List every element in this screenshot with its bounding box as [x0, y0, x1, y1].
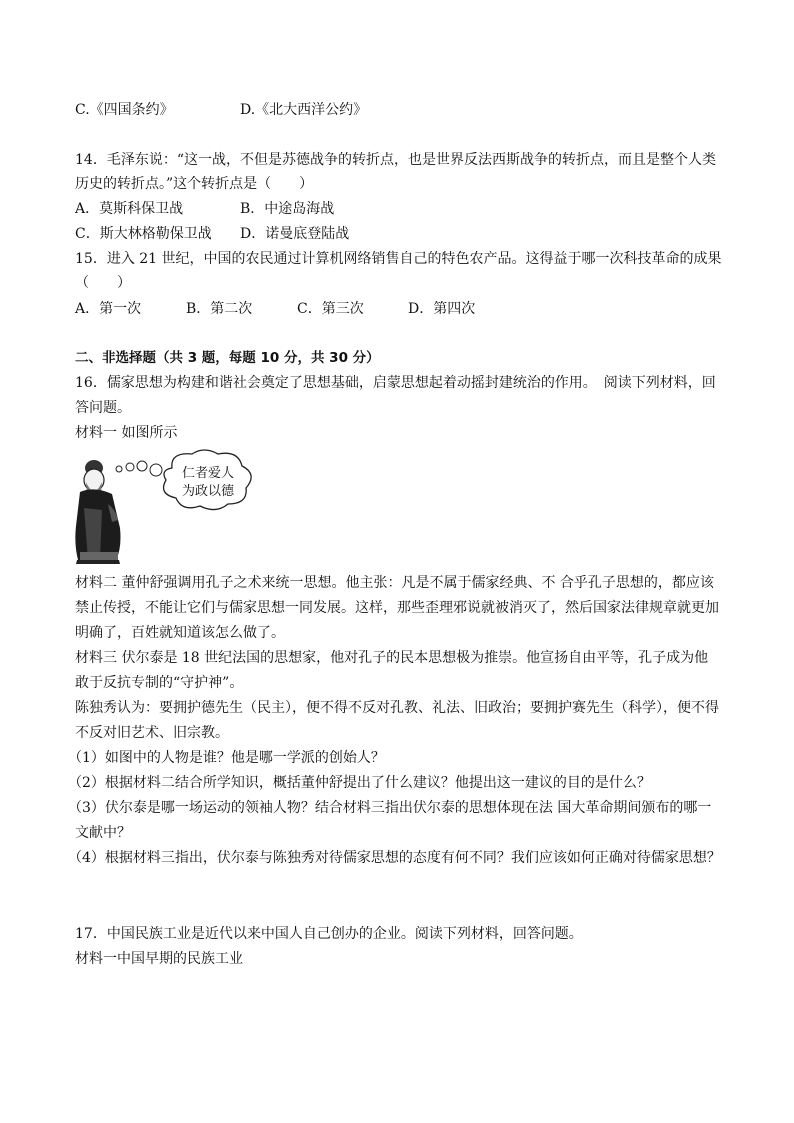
section-heading: 二、非选择题（共 3 题，每题 10 分，共 30 分） [75, 350, 380, 366]
q15-option-a: A．第一次 [75, 301, 142, 317]
q16-intro-line1: 16．儒家思想为构建和谐社会奠定了思想基础，启蒙思想起着动摇封建统治的作用。 阅读下列材料，回 [75, 375, 716, 391]
q14-option-c: C．斯大林格勒保卫战 [75, 226, 212, 242]
bubble-text-line1: 仁者爱人 [181, 466, 235, 481]
q15-option-b: B．第二次 [186, 301, 253, 317]
q16-material1-label: 材料一 如图所示 [75, 425, 178, 441]
confucius-illustration [72, 448, 262, 566]
q16-material2-line1: 材料二 董仲舒强调用孔子之术来统一思想。他主张：凡是不属于儒家经典、不 合乎孔子思想的，都应该 [75, 575, 714, 591]
q15-option-d: D．第四次 [408, 301, 476, 317]
confucius-figure-icon [75, 460, 120, 564]
q13-option-c: C.《四国条约》 [75, 102, 174, 118]
q13-option-d: D.《北大西洋公约》 [240, 102, 368, 118]
q15-stem-line2: （ ） [75, 275, 131, 291]
q16-chen-line2: 不反对旧艺术、旧宗教。 [75, 725, 229, 741]
q15-option-c: C．第三次 [297, 301, 364, 317]
q16-material3-line2: 敢于反抗专制的“守护神”。 [75, 675, 244, 691]
q14-stem-line1: 14．毛泽东说：“这一战，不但是苏德战争的转折点，也是世界反法西斯战争的转折点，而且是整个人类 [75, 152, 716, 168]
q14-stem-line2: 历史的转折点。”这个转折点是（ ） [75, 176, 314, 192]
bubble-text-line2: 为政以德 [181, 484, 235, 499]
q14-option-d: D．诺曼底登陆战 [240, 226, 350, 242]
q17-material1-label: 材料一中国早期的民族工业 [75, 951, 243, 967]
q14-option-a: A．莫斯科保卫战 [75, 201, 184, 217]
q16-sub-question-4: （4）根据材料三指出，伏尔泰与陈独秀对待儒家思想的态度有何不同？我们应该如何正确对待儒家思想？ [68, 850, 721, 866]
q17-intro: 17．中国民族工业是近代以来中国人自己创办的企业。阅读下列材料，回答问题。 [75, 926, 583, 942]
q16-sub-question-3-line2: 文献中？ [75, 825, 131, 841]
q16-material2-line3: 明确了，百姓就知道该怎么做了。 [75, 625, 285, 641]
q16-sub-question-2: （2）根据材料二结合所学知识，概括董仲舒提出了什么建议？他提出这一建议的目的是什么？ [68, 775, 651, 791]
q16-intro-line2: 答问题。 [75, 400, 131, 416]
q16-material3-line1: 材料三 伏尔泰是 18 世纪法国的思想家，他对孔子的民本思想极为推崇。他宣扬自由平等，孔子成为他 [75, 650, 709, 666]
q14-option-b: B．中途岛海战 [240, 201, 335, 217]
q16-chen-line1: 陈独秀认为：要拥护德先生（民主），便不得不反对孔教、礼法、旧政治；要拥护赛先生（科学），便不得 [75, 700, 719, 716]
q16-sub-question-1: （1）如图中的人物是谁？他是哪一学派的创始人？ [68, 750, 385, 766]
q16-material2-line2: 禁止传授，不能让它们与儒家思想一同发展。这样，那些歪理邪说就被消灭了，然后国家法律规章就更加 [75, 600, 719, 616]
q16-sub-question-3-line1: （3）伏尔泰是哪一场运动的领袖人物？结合材料三指出伏尔泰的思想体现在法 国大革命期间颁布的哪一 [68, 800, 712, 816]
q15-stem-line1: 15．进入 21 世纪，中国的农民通过计算机网络销售自己的特色农产品。这得益于哪一次科技革命的成果 [75, 251, 722, 267]
